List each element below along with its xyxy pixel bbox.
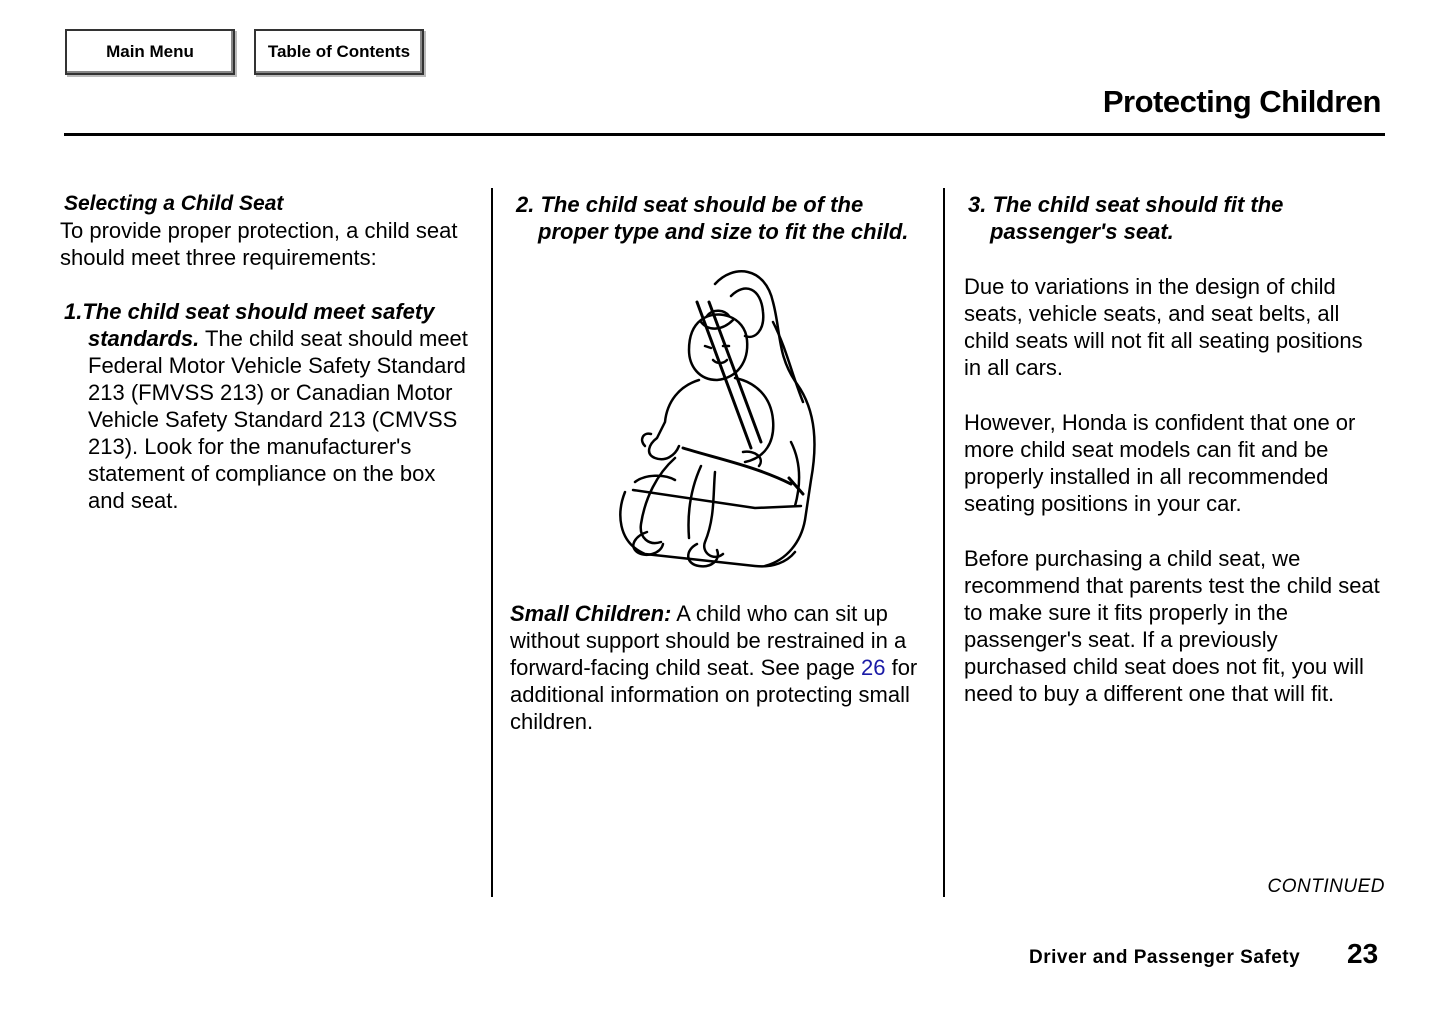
- page-number: 23: [1347, 938, 1379, 969]
- page-26-link[interactable]: 26: [860, 655, 886, 680]
- title-divider: [64, 133, 1385, 136]
- requirement-3-number: 3.: [968, 192, 987, 217]
- child-in-booster-seat-illustration: [605, 262, 835, 574]
- continued-label: CONTINUED: [1267, 876, 1385, 897]
- section-heading: Selecting a Child Seat: [64, 192, 284, 215]
- column-3: [964, 191, 1384, 707]
- requirement-1: [60, 298, 475, 514]
- before-purchasing-paragraph: Before purchasing a child seat, we recommend that parents test the child seat to make sure it fits properly in the passenger's seat. If a previously purchased child seat does not fit, you will need to buy a different one that will fit.: [964, 546, 1380, 706]
- page-title: Protecting Children: [1102, 84, 1381, 119]
- column-2: [512, 191, 937, 245]
- column-divider-2: [943, 188, 945, 897]
- small-children-text-b: for additional information on protecting small children.: [510, 655, 918, 734]
- requirement-2-number: 2.: [516, 192, 535, 217]
- variation-paragraph: Due to variations in the design of child seats, vehicle seats, and seat belts, all child seats will not fit all seating positions in all cars.: [964, 274, 1363, 380]
- main-menu-button[interactable]: Main Menu: [65, 29, 235, 75]
- column-divider-1: [491, 188, 493, 897]
- column-1: [60, 190, 475, 514]
- requirement-1-heading: 1.The child seat should meet safety standards.: [64, 299, 435, 351]
- small-children-paragraph: [510, 600, 935, 735]
- footer-section-title: Driver and Passenger Safety: [1029, 947, 1301, 968]
- requirement-2-heading: The child seat should be of the proper type and size to fit the child.: [538, 192, 909, 244]
- requirement-2: [512, 191, 937, 245]
- requirement-3: [964, 191, 1384, 245]
- small-children-label: Small Children:: [510, 601, 672, 626]
- honda-confident-paragraph: However, Honda is confident that one or more child seat models can fit and be properly installed in all recommended seating positions in your car.: [964, 410, 1356, 516]
- requirement-3-heading: The child seat should fit the passenger's seat.: [990, 192, 1284, 244]
- small-children-text-a: A child who can sit up without support should be restrained in a forward-facing child seat. See page: [510, 601, 907, 680]
- requirement-1-text: The child seat should meet Federal Motor Vehicle Safety Standard 213 (FMVSS 213) or Canadian Motor Vehicle Safety Standard 213 (CMVSS 213). Look for the manufacturer's statement of compliance on the box and seat.: [88, 326, 468, 513]
- intro-paragraph: To provide proper protection, a child seat should meet three requirements:: [60, 218, 458, 270]
- table-of-contents-button[interactable]: Table of Contents: [254, 29, 424, 75]
